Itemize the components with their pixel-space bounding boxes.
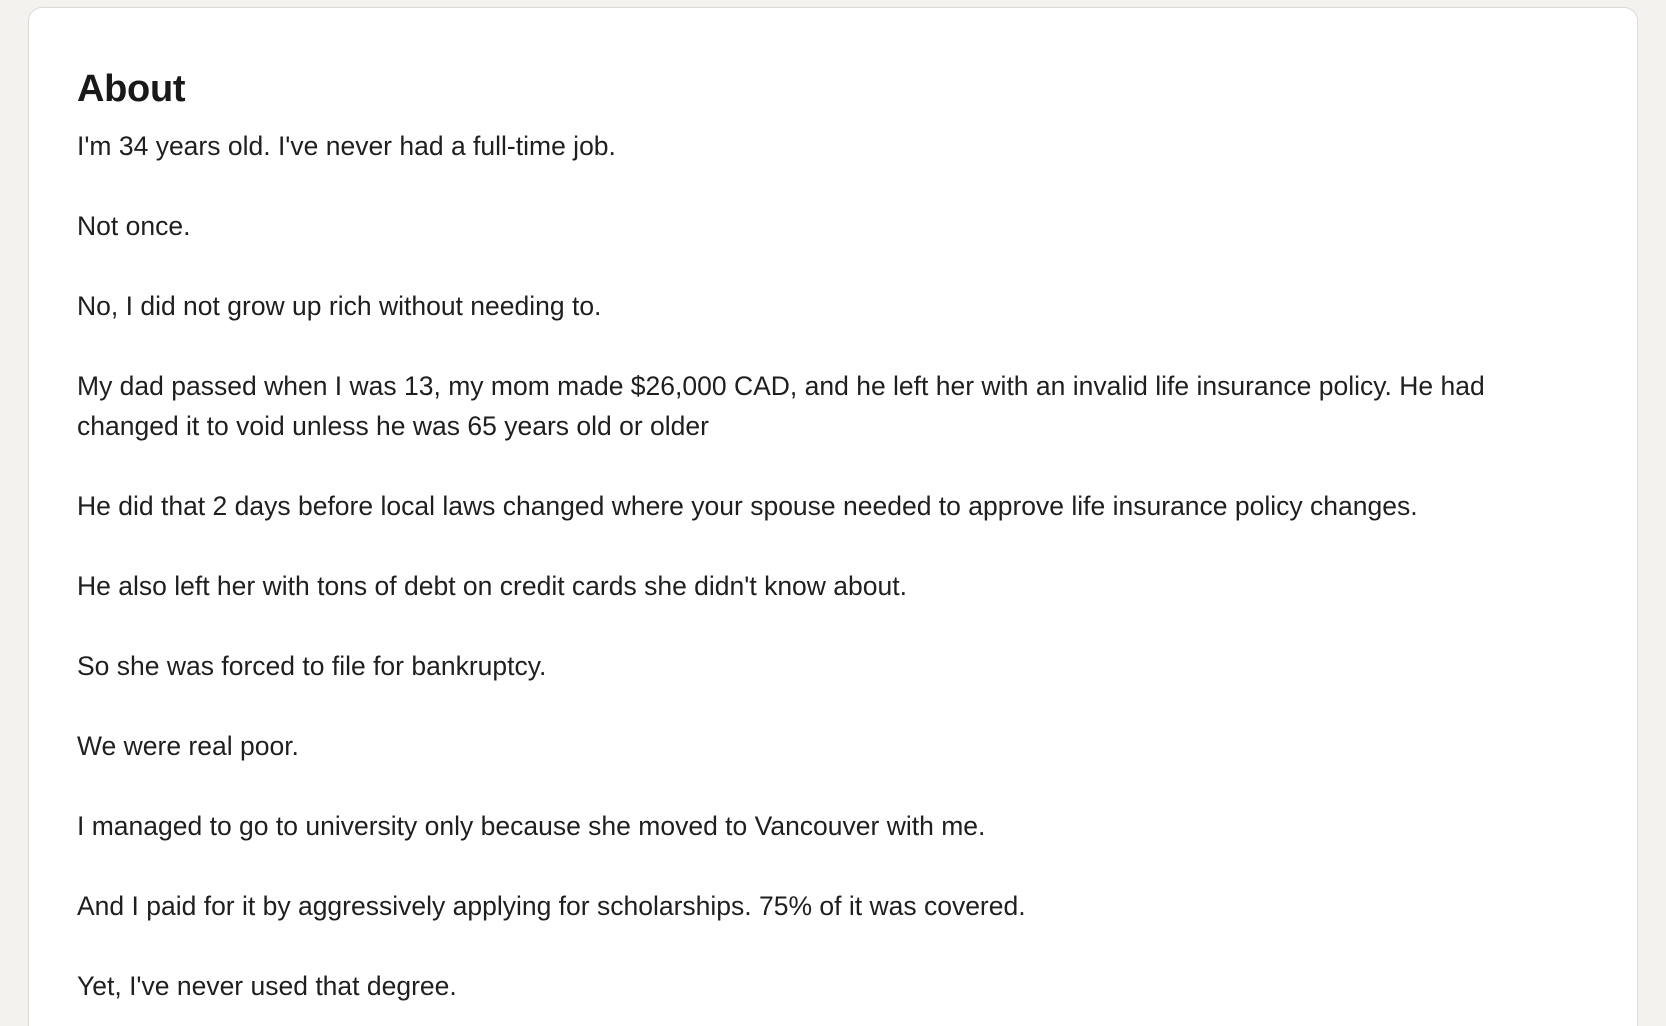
about-paragraph: He did that 2 days before local laws changed where your spouse needed to approve life insurance policy changes. bbox=[77, 491, 1418, 521]
about-paragraph: I'm 34 years old. I've never had a full-time job. bbox=[77, 131, 616, 161]
about-paragraph: Not once. bbox=[77, 211, 191, 241]
about-heading: About bbox=[77, 68, 186, 110]
about-paragraph: And I paid for it by aggressively applying for scholarships. 75% of it was covered. bbox=[77, 891, 1026, 921]
about-paragraph: No, I did not grow up rich without needing to. bbox=[77, 291, 602, 321]
about-card bbox=[28, 7, 1638, 1026]
about-paragraph: Yet, I've never used that degree. bbox=[77, 971, 457, 1001]
about-paragraph: He also left her with tons of debt on credit cards she didn't know about. bbox=[77, 571, 907, 601]
about-paragraph: So she was forced to file for bankruptcy. bbox=[77, 651, 547, 681]
about-paragraph: I managed to go to university only because she moved to Vancouver with me. bbox=[77, 811, 986, 841]
about-text bbox=[77, 126, 1589, 1006]
about-paragraph: My dad passed when I was 13, my mom made $26,000 CAD, and he left her with an invalid life insurance policy. He had changed it to void unless he was 65 years old or older bbox=[77, 371, 1485, 441]
about-paragraph: We were real poor. bbox=[77, 731, 299, 761]
